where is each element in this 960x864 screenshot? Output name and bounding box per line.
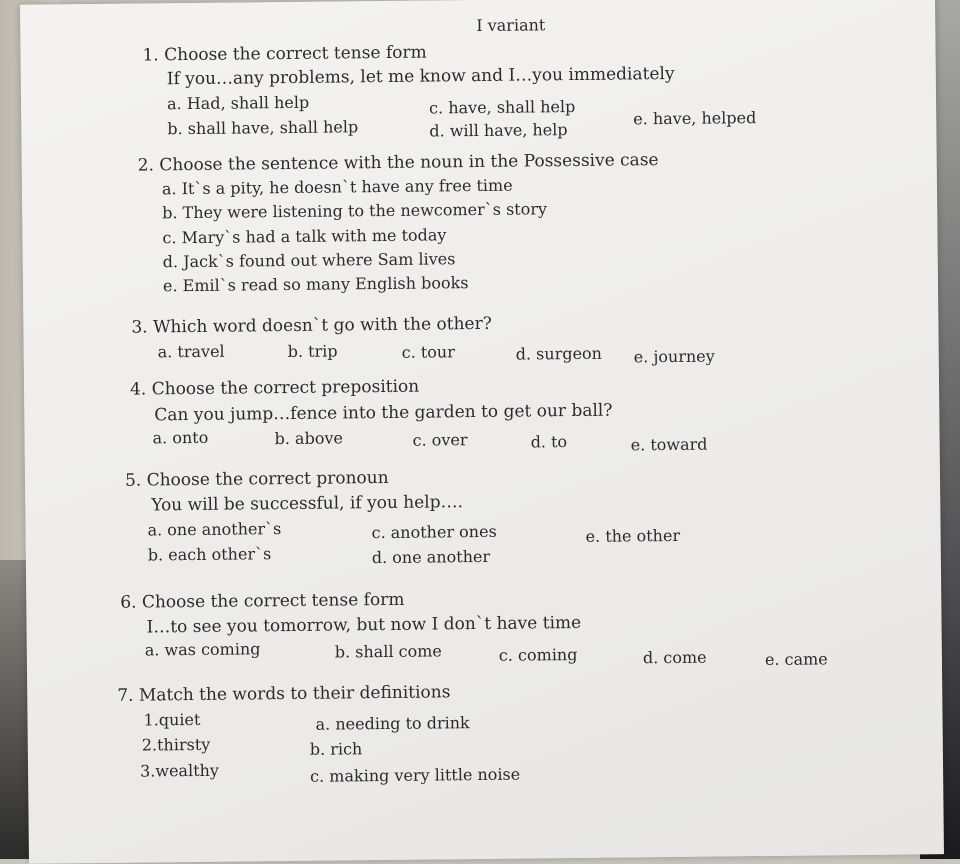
q1-option-e: e. have, helped [633, 108, 757, 129]
q2-option-d: d. Jack`s found out where Sam lives [162, 249, 456, 272]
q3-option-d: d. surgeon [515, 343, 603, 364]
q7-definition-a: a. needing to drink [315, 713, 470, 734]
q5-stem: You will be successful, if you help…. [151, 492, 464, 516]
q3-option-c: c. tour [401, 342, 455, 362]
q7-prompt: 7. Match the words to their definitions [117, 682, 451, 706]
q4-option-a: a. onto [152, 427, 209, 448]
q7-word-2: 2.thirsty [141, 734, 211, 755]
q7-word-3: 3.wealthy [139, 760, 220, 781]
q3-option-b: b. trip [287, 341, 338, 362]
variant-heading: I variant [476, 15, 546, 36]
q4-prompt: 4. Choose the correct preposition [129, 376, 420, 400]
q2-option-c: c. Mary`s had a talk with me today [162, 225, 447, 248]
q1-stem: If you…any problems, let me know and I…you immediately [166, 63, 675, 90]
q4-stem: Can you jump…fence into the garden to get our ball? [154, 400, 613, 426]
q7-word-1: 1.quiet [143, 709, 201, 730]
q4-option-c: c. over [412, 430, 468, 450]
q1-option-a: a. Had, shall help [166, 92, 310, 114]
test-sheet [20, 0, 944, 864]
q2-option-b: b. They were listening to the newcomer`s story [162, 199, 548, 223]
q1-option-b: b. shall have, shall help [167, 117, 359, 139]
q6-option-b: b. shall come [334, 641, 442, 662]
q1-prompt: 1. Choose the correct tense form [142, 42, 427, 66]
q2-prompt: 2. Choose the sentence with the noun in the Possessive case [137, 150, 659, 176]
q5-option-a: a. one another`s [147, 519, 282, 540]
q5-prompt: 5. Choose the correct pronoun [124, 467, 389, 491]
q4-option-e: e. toward [630, 434, 708, 455]
q6-option-a: a. was coming [144, 639, 261, 660]
q3-prompt: 3. Which word doesn`t go with the other? [131, 313, 492, 338]
q2-option-e: e. Emil`s read so many English books [162, 273, 469, 296]
q1-option-d: d. will have, help [429, 120, 568, 141]
q5-option-e: e. the other [585, 525, 681, 546]
q5-option-b: b. each other`s [147, 544, 272, 565]
q6-option-d: d. come [642, 647, 707, 668]
q6-stem: I…to see you tomorrow, but now I don`t have time [146, 612, 582, 638]
q7-definition-b: b. rich [309, 739, 363, 759]
q6-option-c: c. coming [498, 644, 578, 665]
q4-option-d: d. to [530, 432, 568, 452]
q4-option-b: b. above [274, 428, 344, 449]
q3-option-e: e. journey [633, 346, 715, 367]
q7-definition-c: c. making very little noise [310, 764, 521, 786]
q2-option-a: a. It`s a pity, he doesn`t have any free time [161, 175, 513, 199]
q5-option-d: d. one another [371, 546, 491, 568]
q1-option-c: c. have, shall help [429, 96, 576, 118]
q5-option-c: c. another ones [371, 521, 497, 543]
q3-option-a: a. travel [157, 341, 225, 362]
q6-prompt: 6. Choose the correct tense form [120, 589, 405, 613]
q6-option-e: e. came [764, 649, 828, 670]
